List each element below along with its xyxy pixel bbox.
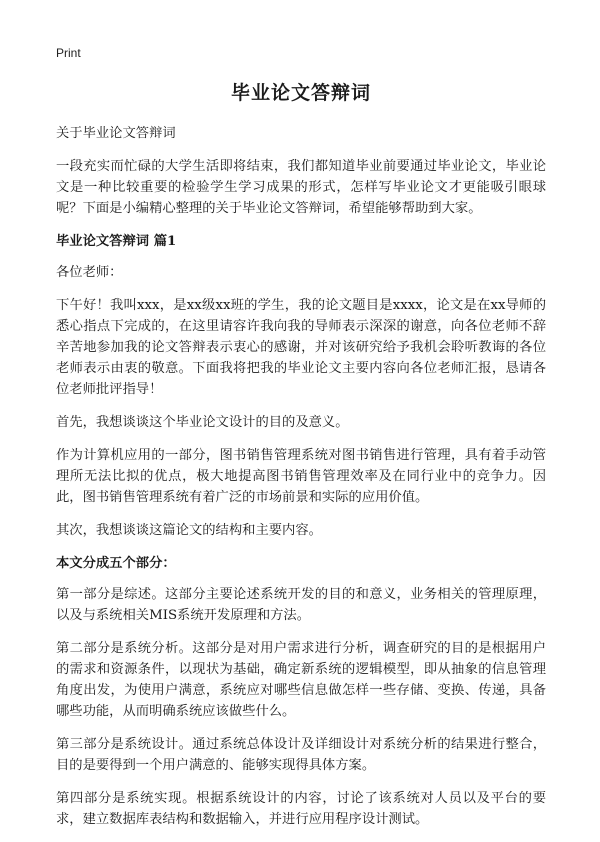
document-title: 毕业论文答辩词: [230, 82, 371, 104]
intro-paragraph: 一段充实而忙碌的大学生活即将结束，我们都知道毕业前要通过毕业论文，毕业论文是一种比较重要的检验学生学习成果的形式，怎样写毕业论文才更能吸引眼球呢？下面是小编精心整理的关于毕业论文答辩词，希望能够帮助到大家。: [56, 159, 546, 216]
paragraph: 下午好！我叫xxx，是xx级xx班的学生，我的论文题目是xxxx，论文是在xx导师的悉心指点下完成的，在这里请容许我向我的导师表示深深的谢意，向各位老师不辞辛苦地参加我的论文答辩表示衷心的感谢，并对该研究给予我机会聆听教诲的各位老师表示由衷的敬意。下面我将把我的毕业论文主要内容向各位老师汇报，恳请各位老师批评指导！: [56, 298, 546, 397]
part-paragraph: 第四部分是系统实现。根据系统设计的内容，讨论了该系统对人员以及平台的要求，建立数据库表结构和数据输入，并进行应用程序设计测试。: [56, 791, 546, 827]
paragraph: 作为计算机应用的一部分，图书销售管理系统对图书销售进行管理，具有着手动管理所无法比拟的优点，极大地提高图书销售管理效率及在同行业中的竞争力。因此，图书销售管理系统有着广泛的市场前景和实际的应用价值。: [56, 448, 546, 505]
part-paragraph: 第三部分是系统设计。通过系统总体设计及详细设计对系统分析的结果进行整合，目的是要得到一个用户满意的、能够实现得具体方案。: [56, 737, 546, 773]
part-paragraph: 第二部分是系统分析。这部分是对用户需求进行分析，调查研究的目的是根据用户的需求和资源条件，以现状为基础，确定新系统的逻辑模型，即从抽象的信息管理角度出发，为使用户满意，系统应对哪些信息做怎样一些存储、变换、传递，具备哪些功能，从而明确系统应该做些什么。: [56, 641, 546, 719]
parts-heading: 本文分成五个部分：: [56, 556, 176, 571]
paragraph: 其次，我想谈谈这篇论文的结构和主要内容。: [56, 523, 322, 538]
paragraph: 首先，我想谈谈这个毕业论文设计的目的及意义。: [56, 415, 349, 430]
document-body: [56, 78, 546, 842]
greeting: 各位老师：: [56, 265, 123, 280]
document-subtitle: 关于毕业论文答辩词: [56, 126, 176, 141]
part-paragraph: 第一部分是综述。这部分主要论述系统开发的目的和意义，业务相关的管理原理，以及与系统相关MIS系统开发原理和方法。: [56, 587, 546, 623]
section-heading: 毕业论文答辩词 篇1: [56, 234, 177, 249]
print-link[interactable]: Print: [56, 46, 81, 60]
